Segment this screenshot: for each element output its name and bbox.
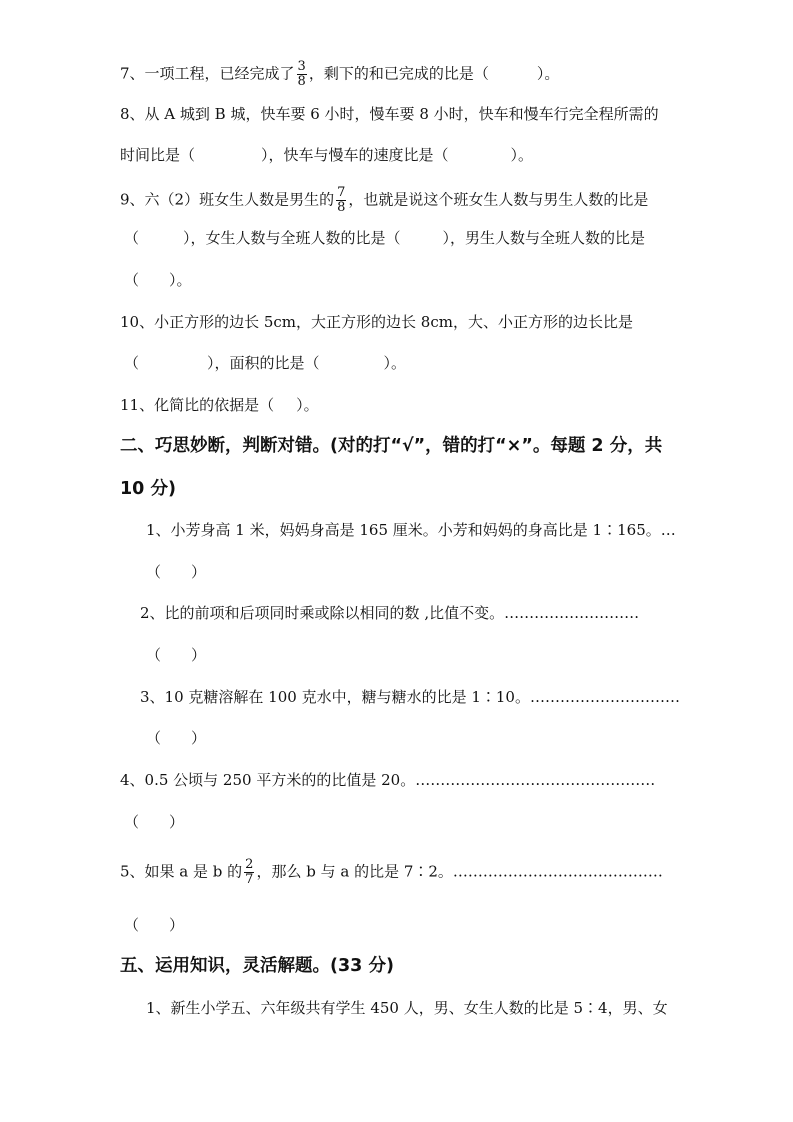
judgment-5-answer-paren: （ ） — [124, 916, 185, 934]
judgment-5-text-b: ，那么 b 与 a 的比是 7∶2。…………………………………… — [256, 862, 663, 881]
question-11-text-b: ）。 — [296, 396, 319, 414]
question-9-line-2 — [124, 228, 645, 248]
fraction-denominator: 7 — [245, 872, 254, 887]
judgment-2-answer-paren: （ ） — [146, 646, 207, 664]
fraction-2-7 — [244, 858, 254, 887]
problem-1-text: 1、新生小学五、六年级共有学生 450 人，男、女生人数的比是 5∶4，男、女 — [146, 999, 668, 1017]
question-10-text-c: ）。 — [383, 354, 407, 372]
fraction-numerator: 3 — [297, 59, 306, 74]
section-2-heading-line-1: 二、巧思妙断，判断对错。(对的打“√”，错的打“×”。每题 2 分，共 — [120, 436, 663, 456]
question-10-line-1: 10、小正方形的边长 5cm，大正方形的边长 8cm，大、小正方形的边长比是 — [120, 313, 633, 331]
judgment-3-text: 3、10 克糖溶解在 100 克水中，糖与糖水的比是 1∶10。………………………… — [140, 688, 680, 706]
fraction-7-8 — [336, 186, 346, 215]
section-2-heading-line-2: 10 分) — [120, 479, 176, 499]
judgment-1-answer-paren: （ ） — [146, 563, 207, 581]
fraction-denominator: 8 — [297, 74, 306, 89]
judgment-4-text: 4、0.5 公顷与 250 平方米的的比值是 20。………………………………………… — [120, 771, 656, 789]
question-9-line-3 — [124, 270, 192, 290]
question-8-line-1: 8、从 A 城到 B 城，快车要 6 小时，慢车要 8 小时，快车和慢车行完全程所需的 — [120, 105, 659, 123]
judgment-4-answer-paren: （ ） — [124, 813, 185, 831]
question-9-text-a: 9、六（2）班女生人数是男生的 — [120, 190, 335, 209]
question-8-text-b: ），快车与慢车的速度比是（ — [261, 146, 449, 164]
section-5-heading: 五、运用知识，灵活解题。(33 分) — [120, 956, 394, 976]
question-7-text-b: ，剩下的和已完成的比是（ — [308, 64, 489, 83]
judgment-5-text — [120, 858, 663, 887]
question-10-text-a: （ — [124, 354, 140, 372]
question-7 — [120, 60, 559, 89]
question-7-text-a: 7、一项工程，已经完成了 — [120, 64, 295, 83]
question-9-text-c: （ — [124, 229, 140, 247]
question-7-text-c: ）。 — [536, 64, 560, 83]
question-9-text-d: ），女生人数与全班人数的比是（ — [183, 229, 401, 247]
question-10-text-b: ），面积的比是（ — [207, 354, 320, 372]
question-9-text-f: （ — [124, 271, 140, 289]
question-8-line-2 — [120, 145, 533, 165]
question-9-text-b: ，也就是说这个班女生人数与男生人数的比是 — [348, 190, 649, 209]
question-9-text-g: ）。 — [169, 271, 192, 289]
judgment-2-text: 2、比的前项和后项同时乘或除以相同的数 ,比值不变。……………………… — [140, 604, 640, 622]
fraction-denominator: 8 — [337, 200, 346, 215]
question-9-line-1 — [120, 186, 648, 215]
judgment-5-text-a: 5、如果 a 是 b 的 — [120, 862, 243, 881]
question-11 — [120, 395, 319, 415]
question-11-text-a: 11、化简比的依据是（ — [120, 396, 275, 414]
fraction-3-8 — [297, 60, 307, 89]
judgment-1-text: 1、小芳身高 1 米，妈妈身高是 165 厘米。小芳和妈妈的身高比是 1∶165。… — [146, 521, 676, 539]
question-8-text-c: ）。 — [510, 146, 534, 164]
fraction-numerator: 2 — [245, 857, 254, 872]
question-9-text-e: ），男生人数与全班人数的比是 — [442, 229, 646, 247]
question-10-line-2 — [124, 353, 406, 373]
fraction-numerator: 7 — [337, 185, 346, 200]
judgment-3-answer-paren: （ ） — [146, 729, 207, 747]
question-8-text-a: 时间比是（ — [120, 146, 196, 164]
